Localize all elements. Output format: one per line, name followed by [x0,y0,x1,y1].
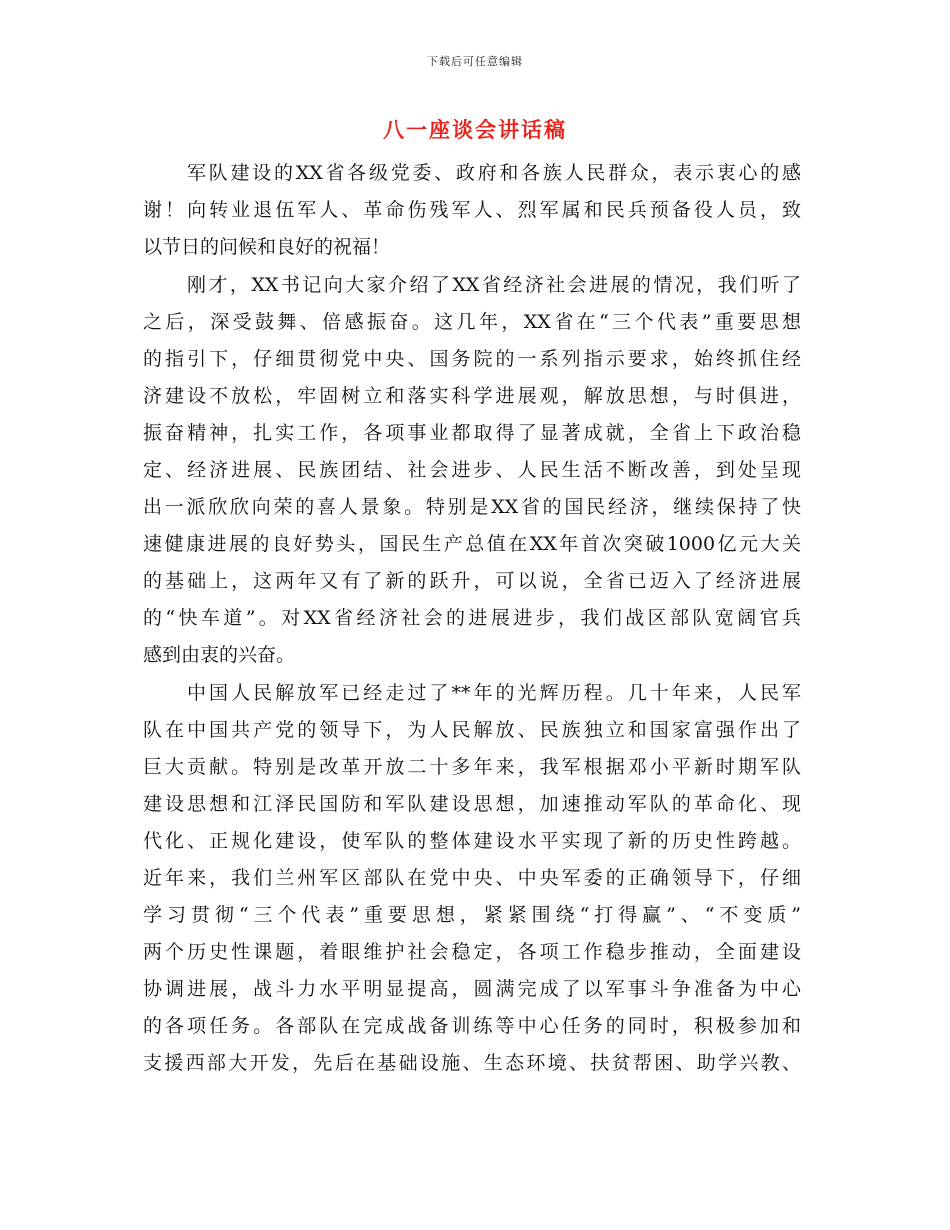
paragraph-3-line-1: 中国人民解放军已经走过了**年的光辉历程。几十年来，人民军 [187,682,801,704]
paragraph-3-line-4: 建设思想和江泽民国防和军队建设思想，加速推动军队的革命化、现 [143,793,801,815]
paragraph-3-line-11: 支援西部大开发，先后在基础设施、生态环境、扶贫帮困、助学兴教、 [143,1052,801,1074]
paragraph-3-line-10: 的各项任务。各部队在完成战备训练等中心任务的同时，积极参加和 [143,1015,801,1037]
paragraph-1-line-3: 以节日的问候和良好的祝福！ [143,236,391,258]
paragraph-3-line-3: 巨大贡献。特别是改革开放二十多年来，我军根据邓小平新时期军队 [143,756,801,778]
paragraph-2-line-4: 济建设不放松，牢固树立和落实科学进展观，解放思想，与时俱进， [143,385,801,407]
paragraph-3-line-9: 协调进展，战斗力水平明显提高，圆满完成了以军事斗争准备为中心 [143,978,801,1000]
paragraph-2-line-8: 速健康进展的良好势头，国民生产总值在XX年首次突破1000亿元大关 [143,533,801,555]
paragraph-2-line-11: 感到由衷的兴奋。 [143,644,296,666]
paragraph-3-line-7: 学习贯彻“三个代表”重要思想，紧紧围绕“打得赢”、“不变质” [143,904,801,926]
paragraph-3-line-5: 代化、正规化建设，使军队的整体建设水平实现了新的历史性跨越。 [143,830,801,852]
header-note: 下载后可任意编辑 [427,55,523,68]
document-title: 八一座谈会讲话稿 [383,117,567,142]
paragraph-2-line-7: 出一派欣欣向荣的喜人景象。特别是XX省的国民经济，继续保持了快 [143,496,801,518]
paragraph-3-line-6: 近年来，我们兰州军区部队在党中央、中央军委的正确领导下，仔细 [143,867,801,889]
paragraph-2-line-6: 定、经济进展、民族团结、社会进步、人民生活不断改善，到处呈现 [143,459,801,481]
paragraph-3-line-2: 队在中国共产党的领导下，为人民解放、民族独立和国家富强作出了 [143,719,801,741]
paragraph-2-line-5: 振奋精神，扎实工作，各项事业都取得了显著成就，全省上下政治稳 [143,422,801,444]
paragraph-2-line-10: 的“快车道”。对XX省经济社会的进展进步，我们战区部队宽阔官兵 [143,607,801,629]
paragraph-2-line-9: 的基础上，这两年又有了新的跃升，可以说，全省已迈入了经济进展 [143,570,801,592]
paragraph-1-line-2: 谢！向转业退伍军人、革命伤残军人、烈军属和民兵预备役人员，致 [143,199,801,221]
paragraph-2-line-2: 之后，深受鼓舞、倍感振奋。这几年，XX省在“三个代表”重要思想 [143,311,801,333]
paragraph-2-line-1: 刚才，XX书记向大家介绍了XX省经济社会进展的情况，我们听了 [187,274,801,296]
paragraph-1-line-1: 军队建设的XX省各级党委、政府和各族人民群众，表示衷心的感 [187,162,801,184]
paragraph-2-line-3: 的指引下，仔细贯彻党中央、国务院的一系列指示要求，始终抓住经 [143,348,801,370]
paragraph-3-line-8: 两个历史性课题，着眼维护社会稳定，各项工作稳步推动，全面建设 [143,941,801,963]
